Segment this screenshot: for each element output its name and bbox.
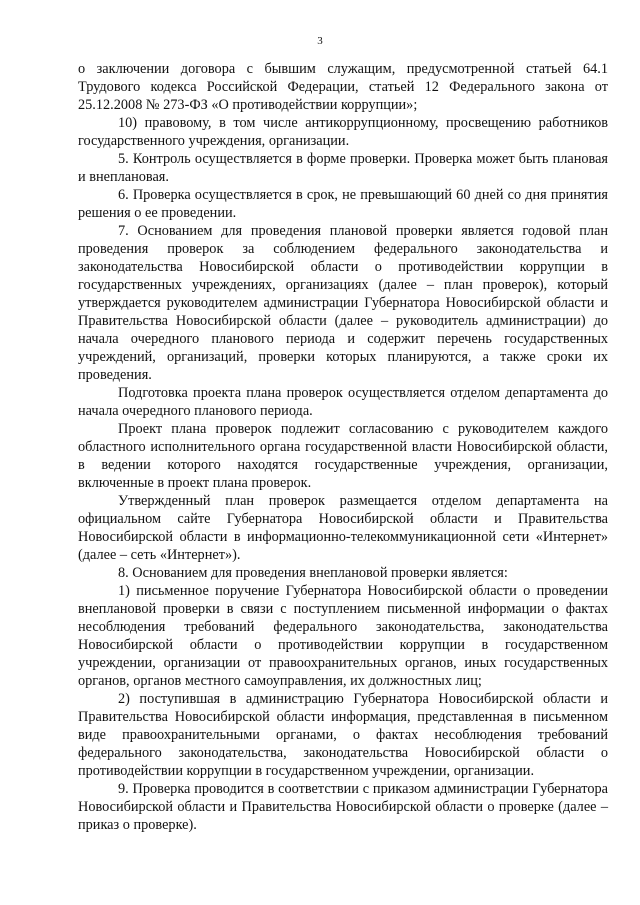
- paragraph-9: 9. Проверка проводится в соответствии с приказом администрации Губернатора Новосибирской области и Правительства Новосибирской области о проверке (далее – приказ о проверке).: [78, 781, 608, 833]
- paragraph-8-item-1: 1) письменное поручение Губернатора Новосибирской области о проведении внеплановой проверки в связи с поступлением письменной информации о фактах несоблюдения требований федерального законодательства, законодательства Новосибирской области о противодействии коррупции в государственном учреждении, организации от правоохранительных органов, иных государственных органов, органов местного самоуправления, их должностных лиц;: [78, 583, 608, 689]
- page-number: 3: [317, 35, 323, 47]
- paragraph-plan-approval: Проект плана проверок подлежит согласованию с руководителем каждого областного исполнительного органа государственной власти Новосибирской области, в ведении которого находятся государственные учреждения, организации, включенные в проект плана проверок.: [78, 421, 608, 491]
- paragraph-8-item-2: 2) поступившая в администрацию Губернатора Новосибирской области и Правительства Новосибирской области информация, представленная в письменном виде правоохранительными органами, о фактах несоблюдения требований федерального законодательства, законодательства Новосибирской области о противодействии коррупции в государственном учреждении, организации.: [78, 691, 608, 779]
- paragraph-plan-preparation: Подготовка проекта плана проверок осуществляется отделом департамента до начала очередного планового периода.: [78, 385, 608, 419]
- paragraph-8: 8. Основанием для проведения внеплановой проверки является:: [118, 565, 508, 581]
- paragraph-plan-publication: Утвержденный план проверок размещается отделом департамента на официальном сайте Губернатора Новосибирской области и Правительства Новосибирской области в информационно-телекоммуникационной сети «Интернет» (далее – сеть «Интернет»).: [78, 493, 608, 563]
- document-body: [78, 60, 608, 834]
- paragraph-6: 6. Проверка осуществляется в срок, не превышающий 60 дней со дня принятия решения о ее проведении.: [78, 187, 608, 221]
- paragraph-continuation: о заключении договора с бывшим служащим, предусмотренной статьей 64.1 Трудового кодекса Российской Федерации, статьей 12 Федерального закона от 25.12.2008 № 273-ФЗ «О противодействии коррупции»;: [78, 61, 608, 113]
- paragraph-5: 5. Контроль осуществляется в форме проверки. Проверка может быть плановая и внеплановая.: [78, 151, 608, 185]
- paragraph-item-10: 10) правовому, в том числе антикоррупционному, просвещению работников государственного учреждения, организации.: [78, 115, 608, 149]
- paragraph-7: 7. Основанием для проведения плановой проверки является годовой план проведения проверок за соблюдением федерального законодательства и законодательства Новосибирской области о противодействии коррупции в государственных учреждениях, организациях (далее – план проверок), который утверждается руководителем администрации Губернатора Новосибирской области и Правительства Новосибирской области (далее – руководитель администрации) до начала очередного планового периода и содержит перечень государственных учреждений, организаций, проверки которых планируются, а также сроки их проведения.: [78, 223, 608, 383]
